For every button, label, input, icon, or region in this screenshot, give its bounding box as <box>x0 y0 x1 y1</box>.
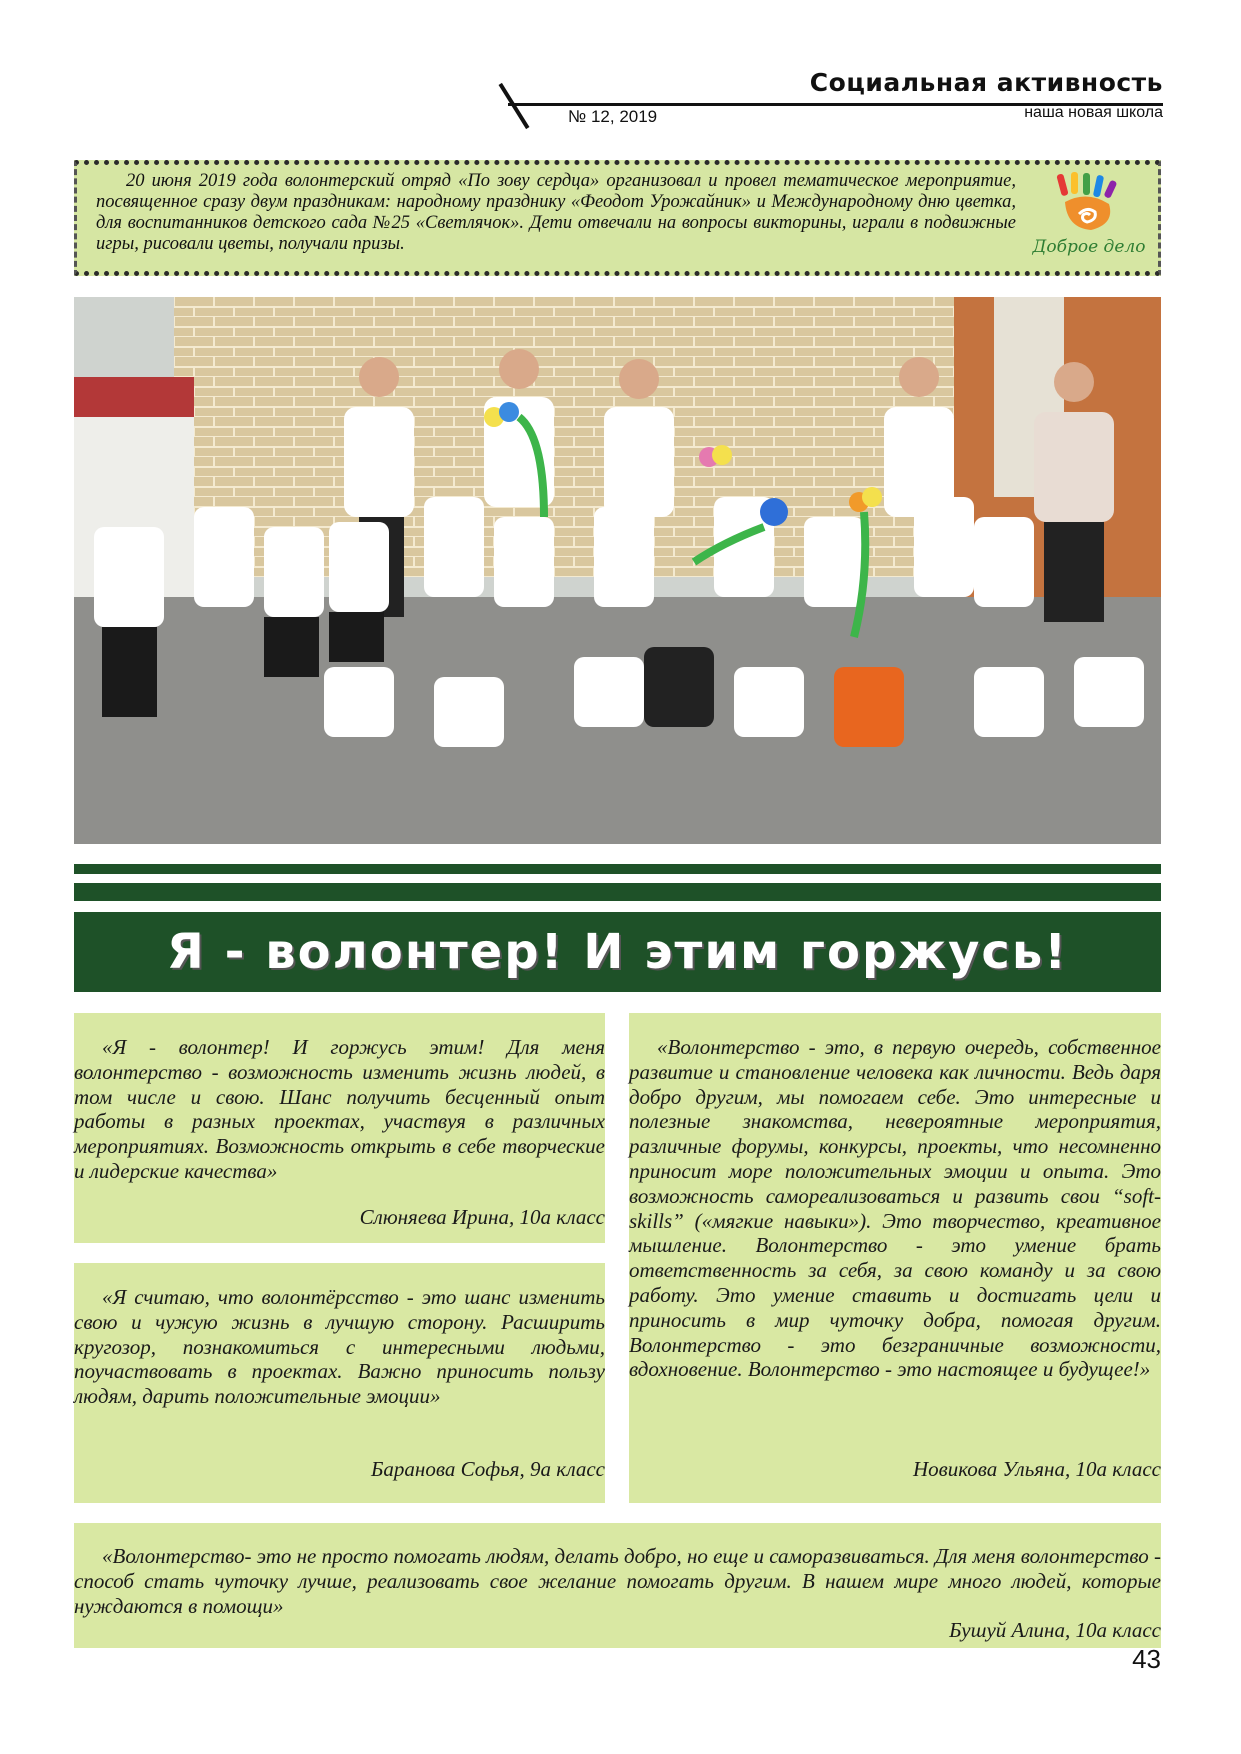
article-title: Я - волонтер! И этим горжусь! <box>166 924 1069 980</box>
intro-text: 20 июня 2019 года волонтерский отряд «По зову сердца» организовал и провел тематическое мероприятие, посвященное сразу двум праздникам: народному празднику «Феодот Урожайник» и Международному дню цветка, для воспитанников детского сада №25 «Светлячок». Дети отвечали на вопросы викторины, играли в подвижные игры, рисовали цветы, получали призы. <box>96 171 1016 254</box>
quote-author: Слюняева Ирина, 10а класс <box>359 1205 605 1229</box>
quote-box <box>74 1263 605 1503</box>
quote-box <box>74 1523 1161 1648</box>
quote-box <box>74 1013 605 1243</box>
title-stripe-top <box>74 864 1161 874</box>
dobroe-delo-logo <box>1025 172 1153 262</box>
page-number: 43 <box>1132 1644 1161 1674</box>
quote-author: Новикова Ульяна, 10а класс <box>912 1457 1161 1481</box>
issue-number: № 12, 2019 <box>568 107 658 126</box>
header-slash-decoration <box>499 83 530 129</box>
publication-name: наша новая школа <box>1024 104 1163 121</box>
group-photo <box>74 297 1161 844</box>
quote-text: «Волонтерство - это, в первую очередь, собственное развитие и становление человека как личности. Ведь даря добро другим, мы помогаем себе. Это интересные и полезные знакомства, невероятные мероприятия, различные форумы, конкурсы, проекты, что несомненно приносит море положительных эмоции и опыта. Это возможность самореализоваться и развить свои “soft-skills” («мягкие навыки»). Это творчество, креативное мышление. Волонтерство - это умение брать ответственность за себя, за свою команду и за свою работу. Это умение ставить и достигать цели и приносить в мир чуточку добра, помогая другим. Волонтерство - это безграничные возможности, вдохновение. Волонтерство - это настоящее и будущее!» <box>629 1035 1161 1382</box>
article-title-bar <box>74 912 1161 992</box>
quote-author: Баранова Софья, 9а класс <box>371 1457 605 1481</box>
quote-author: Бушуй Алина, 10а класс <box>949 1618 1161 1642</box>
quote-text: «Я - волонтер! И горжусь этим! Для меня волонтерство - возможность изменить жизнь людей, в том числе и свою. Шанс получить бесценный опыт работы в разных проектах, участвуя в различных мероприятиях. Возможность открыть в себе творческие и лидерские качества» <box>74 1035 605 1183</box>
quote-text: «Волонтерство- это не просто помогать людям, делать добро, но еще и саморазвиваться. Для меня волонтерство - способ стать чуточку лучше, реализовать свое желание помогать другим. В нашем мире много людей, которые нуждаются в помощи» <box>74 1544 1161 1618</box>
quote-box <box>629 1013 1161 1503</box>
logo-caption: Доброе дело <box>1032 237 1146 257</box>
title-stripe-middle <box>74 883 1161 901</box>
quote-text: «Я считаю, что волонтёрсство - это шанс изменить свою и чужую жизнь в лучшую сторону. Расширить кругозор, познакомиться с интересными людьми, поучаствовать в проектах. Важно приносить пользу людям, дарить положительные эмоции» <box>74 1285 605 1409</box>
section-title: Социальная активность <box>809 68 1163 97</box>
